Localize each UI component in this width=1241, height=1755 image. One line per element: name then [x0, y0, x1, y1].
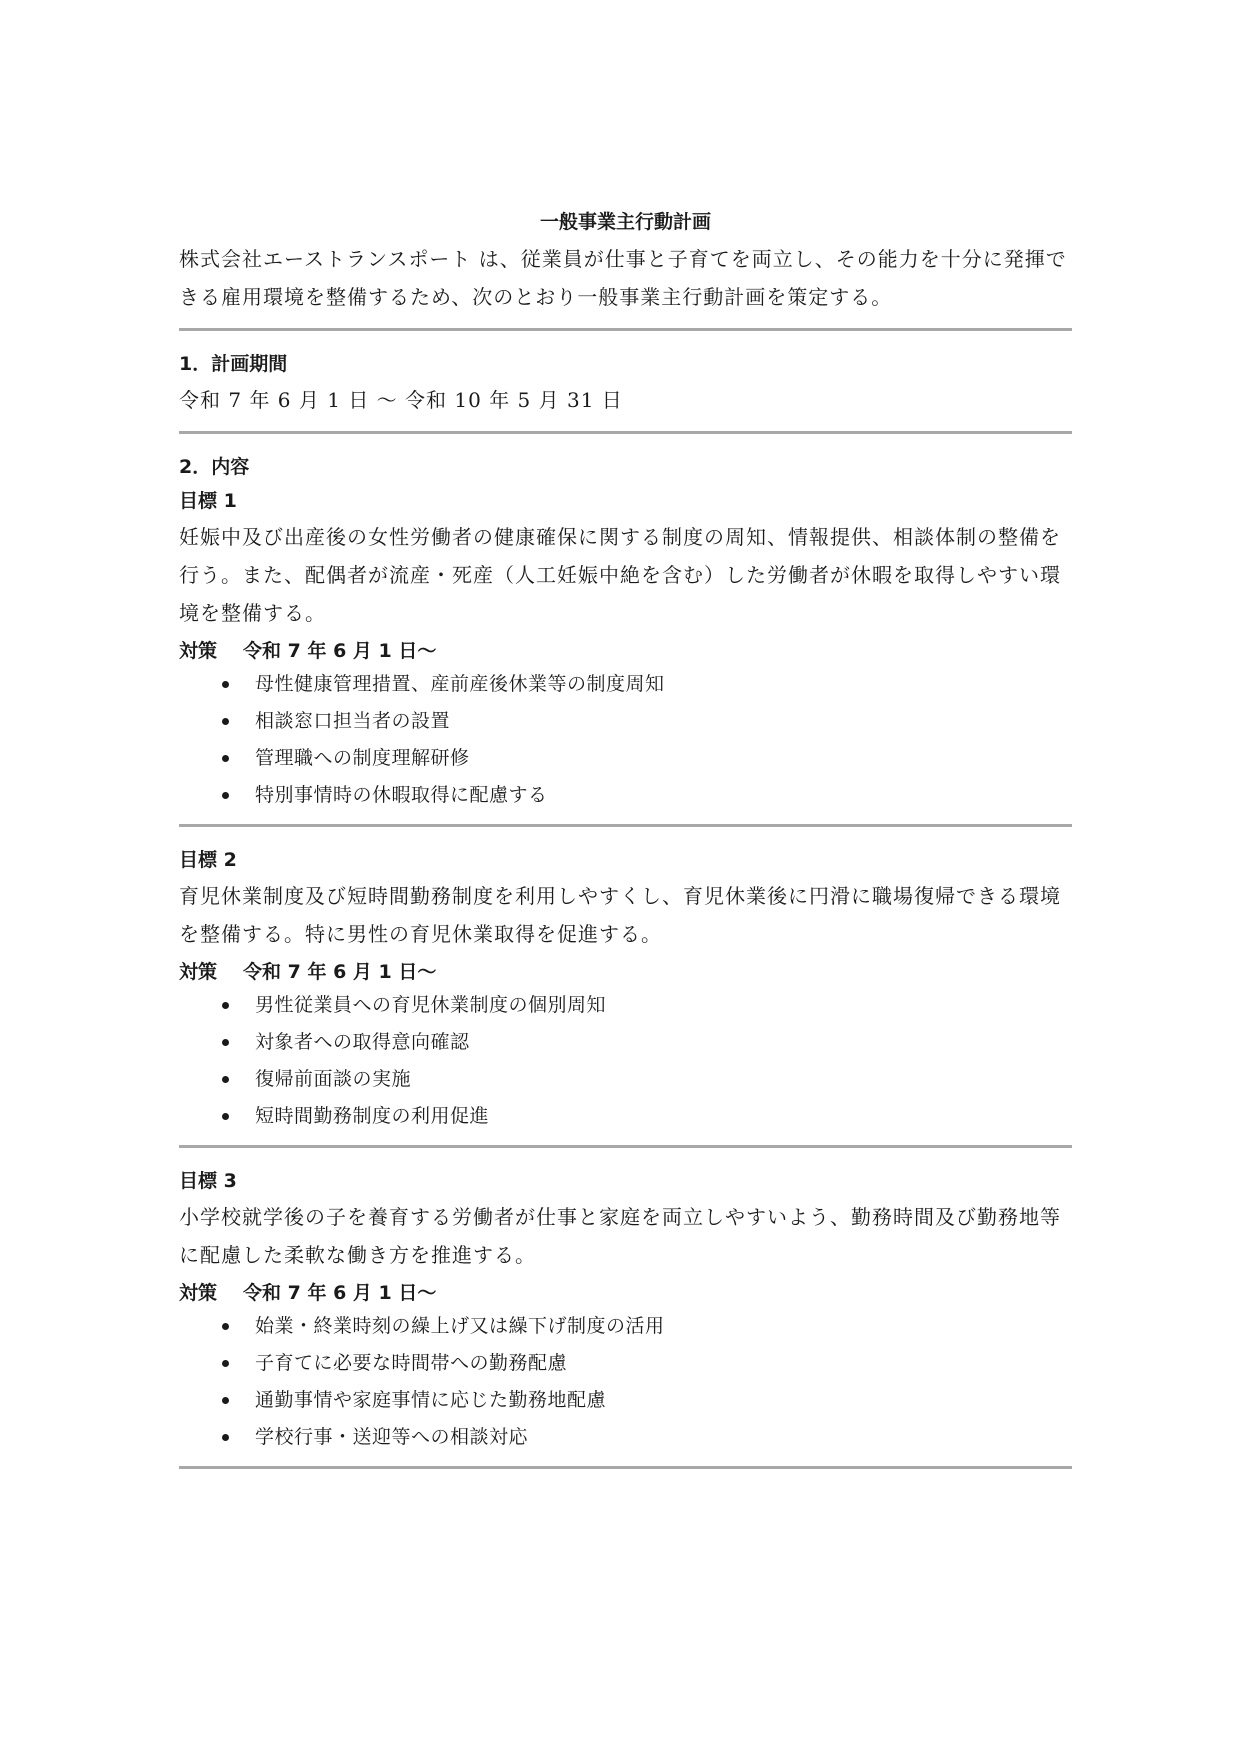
list-item: [179, 1061, 1072, 1098]
list-item-text: 復帰前面談の実施: [255, 1068, 412, 1090]
bullet-icon: [222, 1113, 229, 1120]
goal-description: 妊娠中及び出産後の女性労働者の健康確保に関する制度の周知、情報提供、相談体制の整備を行う。また、配偶者が流産・死産（人工妊娠中絶を含む）した労働者が休暇を取得しやすい環境を整備する。: [179, 525, 1061, 625]
list-item-text: 子育てに必要な時間帯への勤務配慮: [255, 1352, 568, 1374]
divider: [179, 1145, 1072, 1148]
list-item-text: 管理職への制度理解研修: [255, 747, 470, 769]
divider: [179, 431, 1072, 434]
bullet-icon: [222, 1323, 229, 1330]
list-item: [179, 740, 1072, 777]
list-item: [179, 1382, 1072, 1419]
intro-paragraph: 株式会社エーストランスポート は、従業員が仕事と子育てを両立し、その能力を十分に発揮できる雇用環境を整備するため、次のとおり一般事業主行動計画を策定する。: [179, 247, 1067, 309]
bullet-icon: [222, 1360, 229, 1367]
list-item: [179, 1024, 1072, 1061]
divider: [179, 328, 1072, 331]
document-page: [179, 208, 1072, 1469]
goal-section: [179, 845, 1072, 1135]
list-item-text: 対象者への取得意向確認: [255, 1031, 470, 1053]
list-item: [179, 1419, 1072, 1456]
goal-description: 小学校就学後の子を養育する労働者が仕事と家庭を両立しやすいよう、勤務時間及び勤務地等に配慮した柔軟な働き方を推進する。: [179, 1205, 1061, 1267]
list-item-text: 特別事情時の休暇取得に配慮する: [255, 784, 548, 806]
list-item: [179, 703, 1072, 740]
list-item-text: 短時間勤務制度の利用促進: [255, 1105, 490, 1127]
divider: [179, 824, 1072, 827]
measure-list: [179, 666, 1072, 814]
measure-line: [179, 636, 1072, 666]
list-item: [179, 1345, 1072, 1382]
goal-section: [179, 486, 1072, 814]
bullet-icon: [222, 792, 229, 799]
bullet-icon: [222, 1434, 229, 1441]
list-item: [179, 1308, 1072, 1345]
goal-title: 目標 2: [179, 849, 237, 871]
list-item-text: 相談窓口担当者の設置: [255, 710, 451, 732]
measure-label: 対策: [179, 1282, 218, 1304]
bullet-icon: [222, 1039, 229, 1046]
goal-title: 目標 3: [179, 1170, 237, 1192]
measure-list: [179, 1308, 1072, 1456]
list-item-text: 学校行事・送迎等への相談対応: [255, 1426, 529, 1448]
goal-title: 目標 1: [179, 490, 237, 512]
list-item: [179, 987, 1072, 1024]
list-item: [179, 666, 1072, 703]
divider: [179, 1466, 1072, 1469]
measure-label: 対策: [179, 961, 218, 983]
document-title: 一般事業主行動計画: [539, 211, 711, 233]
list-item-text: 男性従業員への育児休業制度の個別周知: [255, 994, 607, 1016]
period-text: 令和 7 年 6 月 1 日 ～ 令和 10 年 5 月 31 日: [179, 388, 623, 412]
list-item-text: 母性健康管理措置、産前産後休業等の制度周知: [255, 673, 665, 695]
goal-description: 育児休業制度及び短時間勤務制度を利用しやすくし、育児休業後に円滑に職場復帰できる環境を整備する。特に男性の育児休業取得を促進する。: [179, 884, 1061, 946]
bullet-icon: [222, 1076, 229, 1083]
measure-date: 令和 7 年 6 月 1 日～: [243, 1282, 437, 1304]
measure-date: 令和 7 年 6 月 1 日～: [243, 640, 437, 662]
measure-date: 令和 7 年 6 月 1 日～: [243, 961, 437, 983]
bullet-icon: [222, 718, 229, 725]
measure-label: 対策: [179, 640, 218, 662]
list-item-text: 始業・終業時刻の繰上げ又は繰下げ制度の活用: [255, 1315, 665, 1337]
bullet-icon: [222, 755, 229, 762]
measure-line: [179, 957, 1072, 987]
list-item: [179, 1098, 1072, 1135]
bullet-icon: [222, 1002, 229, 1009]
goal-section: [179, 1166, 1072, 1456]
period-heading: 1．計画期間: [179, 353, 288, 375]
bullet-icon: [222, 1397, 229, 1404]
content-heading: 2．内容: [179, 456, 250, 478]
bullet-icon: [222, 681, 229, 688]
measure-list: [179, 987, 1072, 1135]
measure-line: [179, 1278, 1072, 1308]
list-item-text: 通勤事情や家庭事情に応じた勤務地配慮: [255, 1389, 607, 1411]
list-item: [179, 777, 1072, 814]
